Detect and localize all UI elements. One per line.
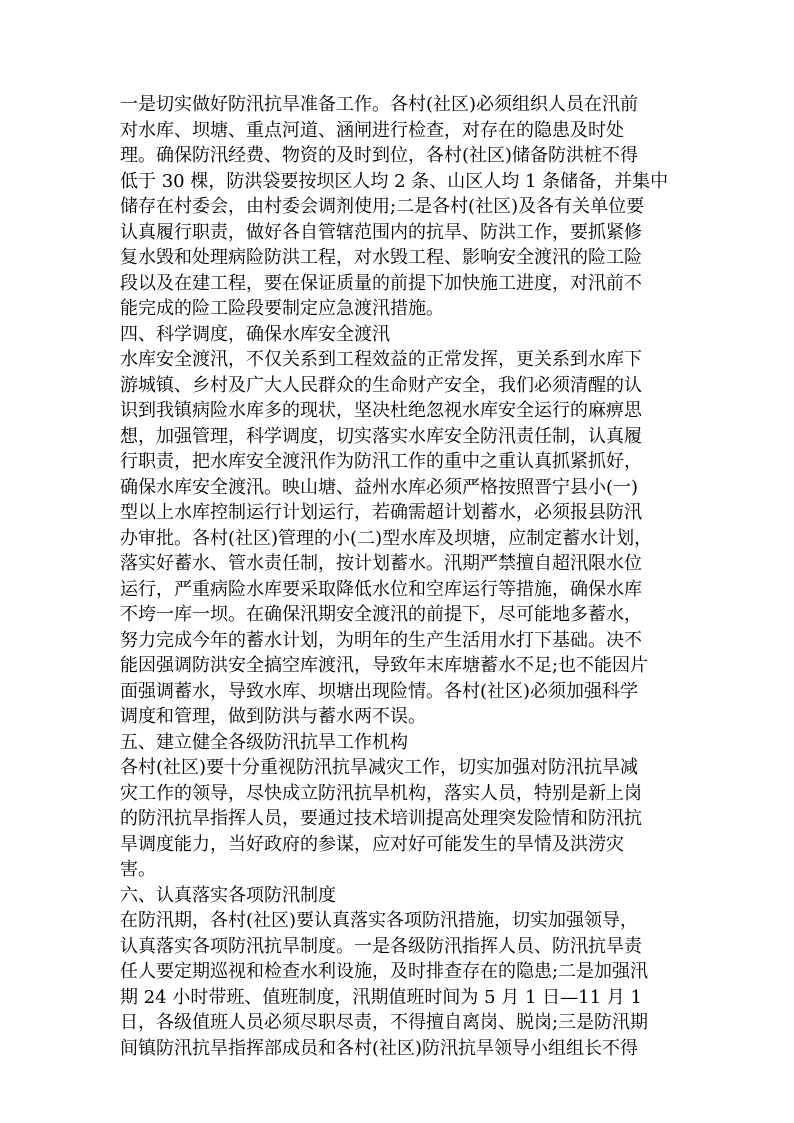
text-line: 不垮一库一坝。在确保汛期安全渡汛的前提下，尽可能地多蓄水， [120, 604, 642, 625]
text-line: 识到我镇病险水库多的现状，坚决杜绝忽视水库安全运行的麻痹思 [120, 400, 642, 421]
text-line: 能因强调防洪安全搞空库渡汛，导致年末库塘蓄水不足;也不能因片 [120, 655, 649, 676]
text-line: 调度和管理，做到防洪与蓄水两不误。 [120, 706, 426, 727]
text-line: 落实好蓄水、管水责任制，按计划蓄水。汛期严禁擅自超汛限水位 [120, 553, 642, 574]
text-line: 确保水库安全渡汛。映山塘、益州水库必须严格按照晋宁县小(一) [120, 476, 639, 498]
text-line: 认真落实各项防汛抗旱制度。一是各级防汛指挥人员、防汛抗旱责 [120, 935, 642, 957]
text-line: 任人要定期巡视和检查水利设施，及时排查存在的隐患;二是加强汛 [120, 961, 649, 982]
text-line: 想，加强管理，科学调度，切实落实水库安全防汛责任制，认真履 [120, 425, 642, 447]
text-line: 水库安全渡汛，不仅关系到工程效益的正常发挥，更关系到水库下 [120, 349, 642, 370]
text-line: 游城镇、乡村及广大人民群众的生命财产安全，我们必须清醒的认 [120, 374, 642, 396]
text-line: 日，各级值班人员必须尽职尽责，不得擅自离岗、脱岗;三是防汛期 [120, 1012, 649, 1033]
text-line: 对水库、坝塘、重点河道、涵闸进行检查，对存在的隐患及时处 [120, 119, 624, 141]
text-line: 面强调蓄水，导致水库、坝塘出现险情。各村(社区)必须加强科学 [120, 680, 639, 702]
section-heading: 五、建立健全各级防汛抗旱工作机构 [120, 731, 408, 753]
text-line: 一是切实做好防汛抗旱准备工作。各村(社区)必须组织人员在汛前 [120, 94, 639, 115]
text-line: 理。确保防汛经费、物资的及时到位，各村(社区)储备防洪桩不得 [120, 145, 639, 166]
text-line: 期 24 小时带班、值班制度，汛期值班时间为 5 月 1 日—11 月 1 [120, 986, 642, 1008]
text-line: 害。 [120, 859, 156, 880]
text-line: 的防汛抗旱指挥人员，要通过技术培训提高处理突发险情和防汛抗 [120, 808, 642, 829]
section-heading: 四、科学调度，确保水库安全渡汛 [120, 323, 390, 345]
text-line: 储存在村委会，由村委会调剂使用;二是各村(社区)及各有关单位要 [120, 196, 645, 217]
text-line: 低于 30 棵，防洪袋要按坝区人均 2 条、山区人均 1 条储备，并集中 [120, 170, 669, 192]
text-line: 旱调度能力，当好政府的参谋，应对好可能发生的旱情及洪涝灾 [120, 833, 624, 855]
text-line: 各村(社区)要十分重视防汛抗旱减灾工作，切实加强对防汛抗旱减 [120, 757, 639, 778]
text-line: 间镇防汛抗旱指挥部成员和各村(社区)防汛抗旱领导小组组长不得 [120, 1037, 639, 1059]
text-line: 在防汛期，各村(社区)要认真落实各项防汛措施，切实加强领导， [120, 910, 639, 931]
text-line: 努力完成今年的蓄水计划，为明年的生产生活用水打下基础。决不 [120, 629, 642, 651]
text-line: 认真履行职责，做好各自管辖范围内的抗旱、防洪工作，要抓紧修 [120, 221, 642, 243]
text-line: 型以上水库控制运行计划运行，若确需超计划蓄水，必须报县防汛 [120, 502, 642, 523]
section-heading: 六、认真落实各项防汛制度 [120, 884, 336, 906]
text-line: 运行，严重病险水库要采取降低水位和空库运行等措施，确保水库 [120, 578, 642, 600]
document-page [120, 92, 680, 1061]
text-line: 行职责，把水库安全渡汛作为防汛工作的重中之重认真抓紧抓好， [120, 451, 642, 472]
text-line: 办审批。各村(社区)管理的小(二)型水库及坝塘，应制定蓄水计划， [120, 527, 653, 549]
text-line: 灾工作的领导，尽快成立防汛抗旱机构，落实人员，特别是新上岗 [120, 782, 642, 804]
text-line: 段以及在建工程，要在保证质量的前提下加快施工进度，对汛前不 [120, 272, 642, 294]
text-line: 复水毁和处理病险防洪工程，对水毁工程、影响安全渡汛的险工险 [120, 247, 642, 268]
text-line: 能完成的险工险段要制定应急渡汛措施。 [120, 298, 444, 319]
